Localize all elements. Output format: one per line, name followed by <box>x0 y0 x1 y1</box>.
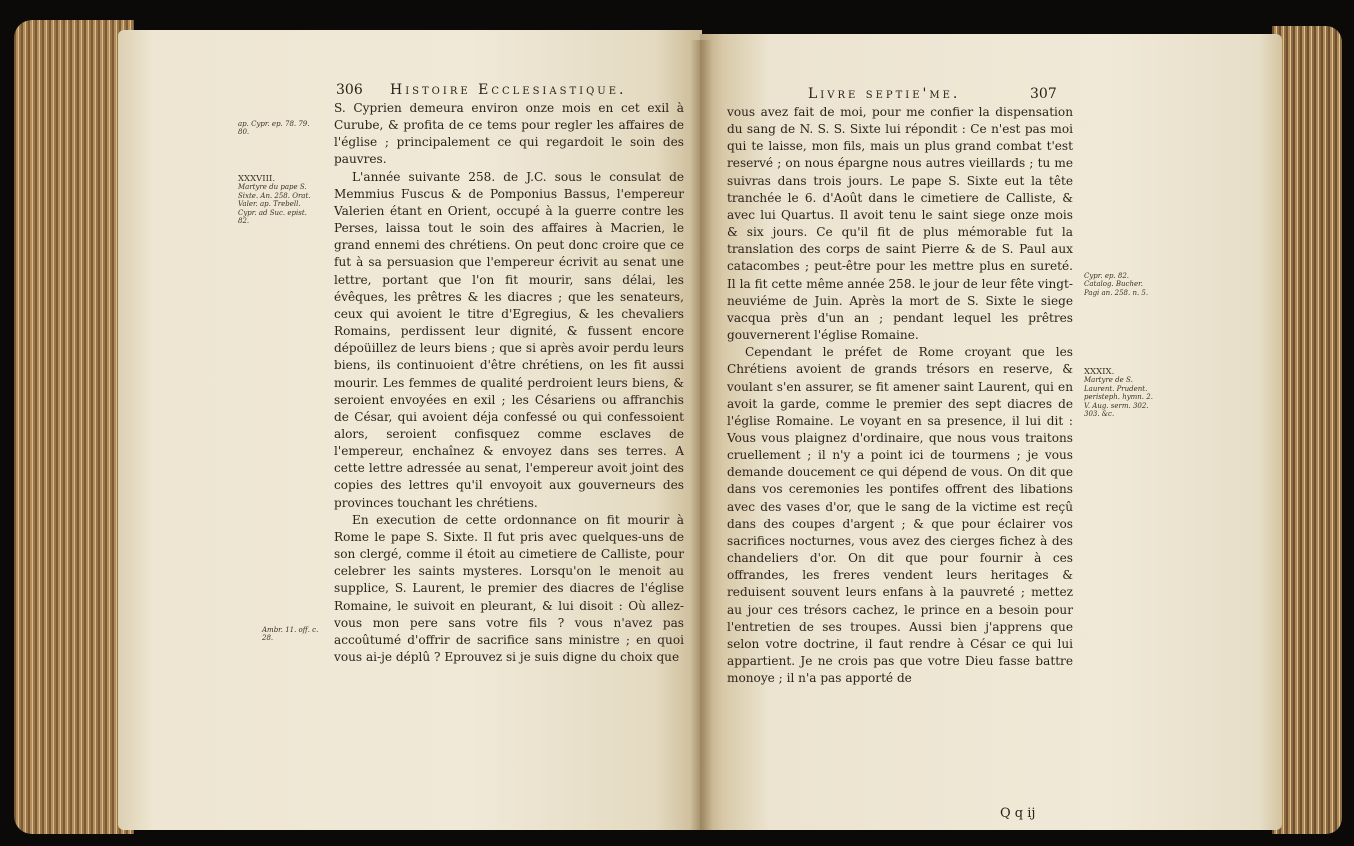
right-running-head: Livre septie'me. <box>808 86 961 102</box>
left-page-number: 306 <box>336 82 363 98</box>
left-paragraph-2: L'année suivante 258. de J.C. sous le consulat de Memmius Fuscus & de Pomponius Bassus, l'empereur Valerien étant en Orient, occupé à la guerre contre les Perses, laissa tout le soin des affaires à Macrien, le grand ennemi des chrétiens. On peut donc croire que ce fut à sa persuasion que l'empereur écrivit au senat une lettre, portant que l'on fit mourir, sans délai, les évêques, les prêtres & les diacres ; que les senateurs, ceux qui avoient le titre d'Egregius, & les chevaliers Romains, perdissent leur dignité, & fussent encore dépoüillez de leurs biens ; que si après avoir perdu leurs biens, ils continuoient d'être chrétiens, on les fit aussi mourir. Les femmes de qualité perdroient leurs biens, & seroient envoyées en exil ; les Césariens ou affranchis de César, qui avoient déja confessé ou qui confessoient alors, seroient confisquez comme esclaves de l'empereur, enchaînez & envoyez dans ses terres. A cette lettre adressée au senat, l'empereur avoit joint des copies des lettres qu'il envoyoit aux gouverneurs des provinces touchant les chrétiens. <box>334 169 684 510</box>
left-running-head: Histoire Ecclesiastique. <box>390 82 627 98</box>
right-body-text <box>727 104 1073 687</box>
left-paragraph-3: En execution de cette ordonnance on fit mourir à Rome le pape S. Sixte. Il fut pris avec quelques-uns de son clergé, comme il étoit au cimetiere de Calliste, pour celebrer les saints mysteres. Lorsqu'on le menoit au supplice, S. Laurent, le premier des diacres de l'église Romaine, le suivoit en pleurant, & lui disoit : Où allez-vous mon pere sans votre fils ? vous n'avez pas accoûtumé d'offrir de sacrifice sans ministre ; en quoi vous ai-je déplû ? Eprouvez si je suis digne du choix que <box>334 512 684 664</box>
left-margin-note-1-text: ap. Cypr. ep. 78. 79. 80. <box>238 120 310 137</box>
left-margin-note-3-text: Ambr. 11. off. c. 28. <box>262 626 319 643</box>
left-margin-note-3 <box>262 626 322 643</box>
book-gutter <box>690 40 712 830</box>
right-page-number: 307 <box>1030 86 1057 102</box>
left-paragraph-1: S. Cyprien demeura environ onze mois en cet exil à Curube, & profita de ce tems pour regler les affaires de l'église ; principalement ce qui regardoit le soin des pauvres. <box>334 101 684 167</box>
left-margin-note-2-number: XXXVIII. <box>238 174 276 184</box>
left-margin-note-2-text: Martyre du pape S. Sixte. An. 258. Orat. Valer. ap. Trebell. Cypr. ad Suc. epist. 82. <box>238 183 311 226</box>
right-margin-note-1 <box>1084 272 1154 297</box>
right-paragraph-1: vous avez fait de moi, pour me confier la dispensation du sang de N. S. S. Sixte lui répondit : Ce n'est pas moi qui te laisse, mon fils, mais un plus grand combat t'est reservé ; on nous épargne nous autres vieillards ; tu me suivras dans trois jours. Le pape S. Sixte eut la tête tranchée le 6. d'Août dans le cimetiere de Calliste, & avec lui Quartus. Il avoit tenu le saint siege onze mois & six jours. Ce qu'il fit de plus mémorable fut la translation des corps de saint Pierre & de S. Paul aux catacombes ; peut-être pour les mettre plus en sureté. Il la fit cette même année 258. le jour de leur fête vingt-neuviéme de Juin. Après la mort de S. Sixte le siege vacqua près d'un an ; pendant lequel les prêtres gouvernerent l'église Romaine. <box>727 105 1073 343</box>
left-margin-note-1 <box>238 120 320 137</box>
left-margin-note-2 <box>238 175 320 225</box>
left-body-text <box>334 100 684 666</box>
right-page-edges <box>1272 26 1342 834</box>
signature-mark: Q q ij <box>1000 806 1036 821</box>
right-margin-note-2-number: XXXIX. <box>1084 367 1115 377</box>
right-paragraph-2: Cependant le préfet de Rome croyant que les Chrétiens avoient de grands trésors en reserve, & voulant s'en assurer, se fit amener saint Laurent, qui en avoit la garde, comme le premier des sept diacres de l'église Romaine. Le voyant en sa presence, il lui dit : Vous vous plaignez d'ordinaire, que nous vous traitons cruellement ; il n'y a point ici de tourmens ; je vous demande doucement ce qui dépend de vous. On dit que dans vos ceremonies les pontifes offrent des libations avec des vases d'or, que le sang de la victime est reçû dans des coupes d'argent ; & que pour éclairer vos sacrifices nocturnes, vous avez des cierges fichez à des chandeliers d'or. On dit que pour fournir à ces offrandes, les freres vendent leurs heritages & reduisent souvent leurs enfans à la pauvreté ; mettez au jour ces trésors cachez, le prince en a besoin pour l'entretien de ses troupes. Aussi bien j'apprens que selon votre doctrine, il faut rendre à César ce qui lui appartient. Je ne crois pas que votre Dieu fasse battre monoye ; il n'a pas apporté de <box>727 345 1073 686</box>
right-margin-note-2-text: Martyre de S. Laurent. Prudent. peristeph. hymn. 2. V. Aug. serm. 302. 303. &c. <box>1084 376 1153 419</box>
left-page-edges <box>14 20 134 834</box>
right-margin-note-2 <box>1084 368 1154 418</box>
right-margin-note-1-text: Cypr. ep. 82. Catalog. Bucher. Pagi an. 258. n. 5. <box>1084 272 1149 297</box>
